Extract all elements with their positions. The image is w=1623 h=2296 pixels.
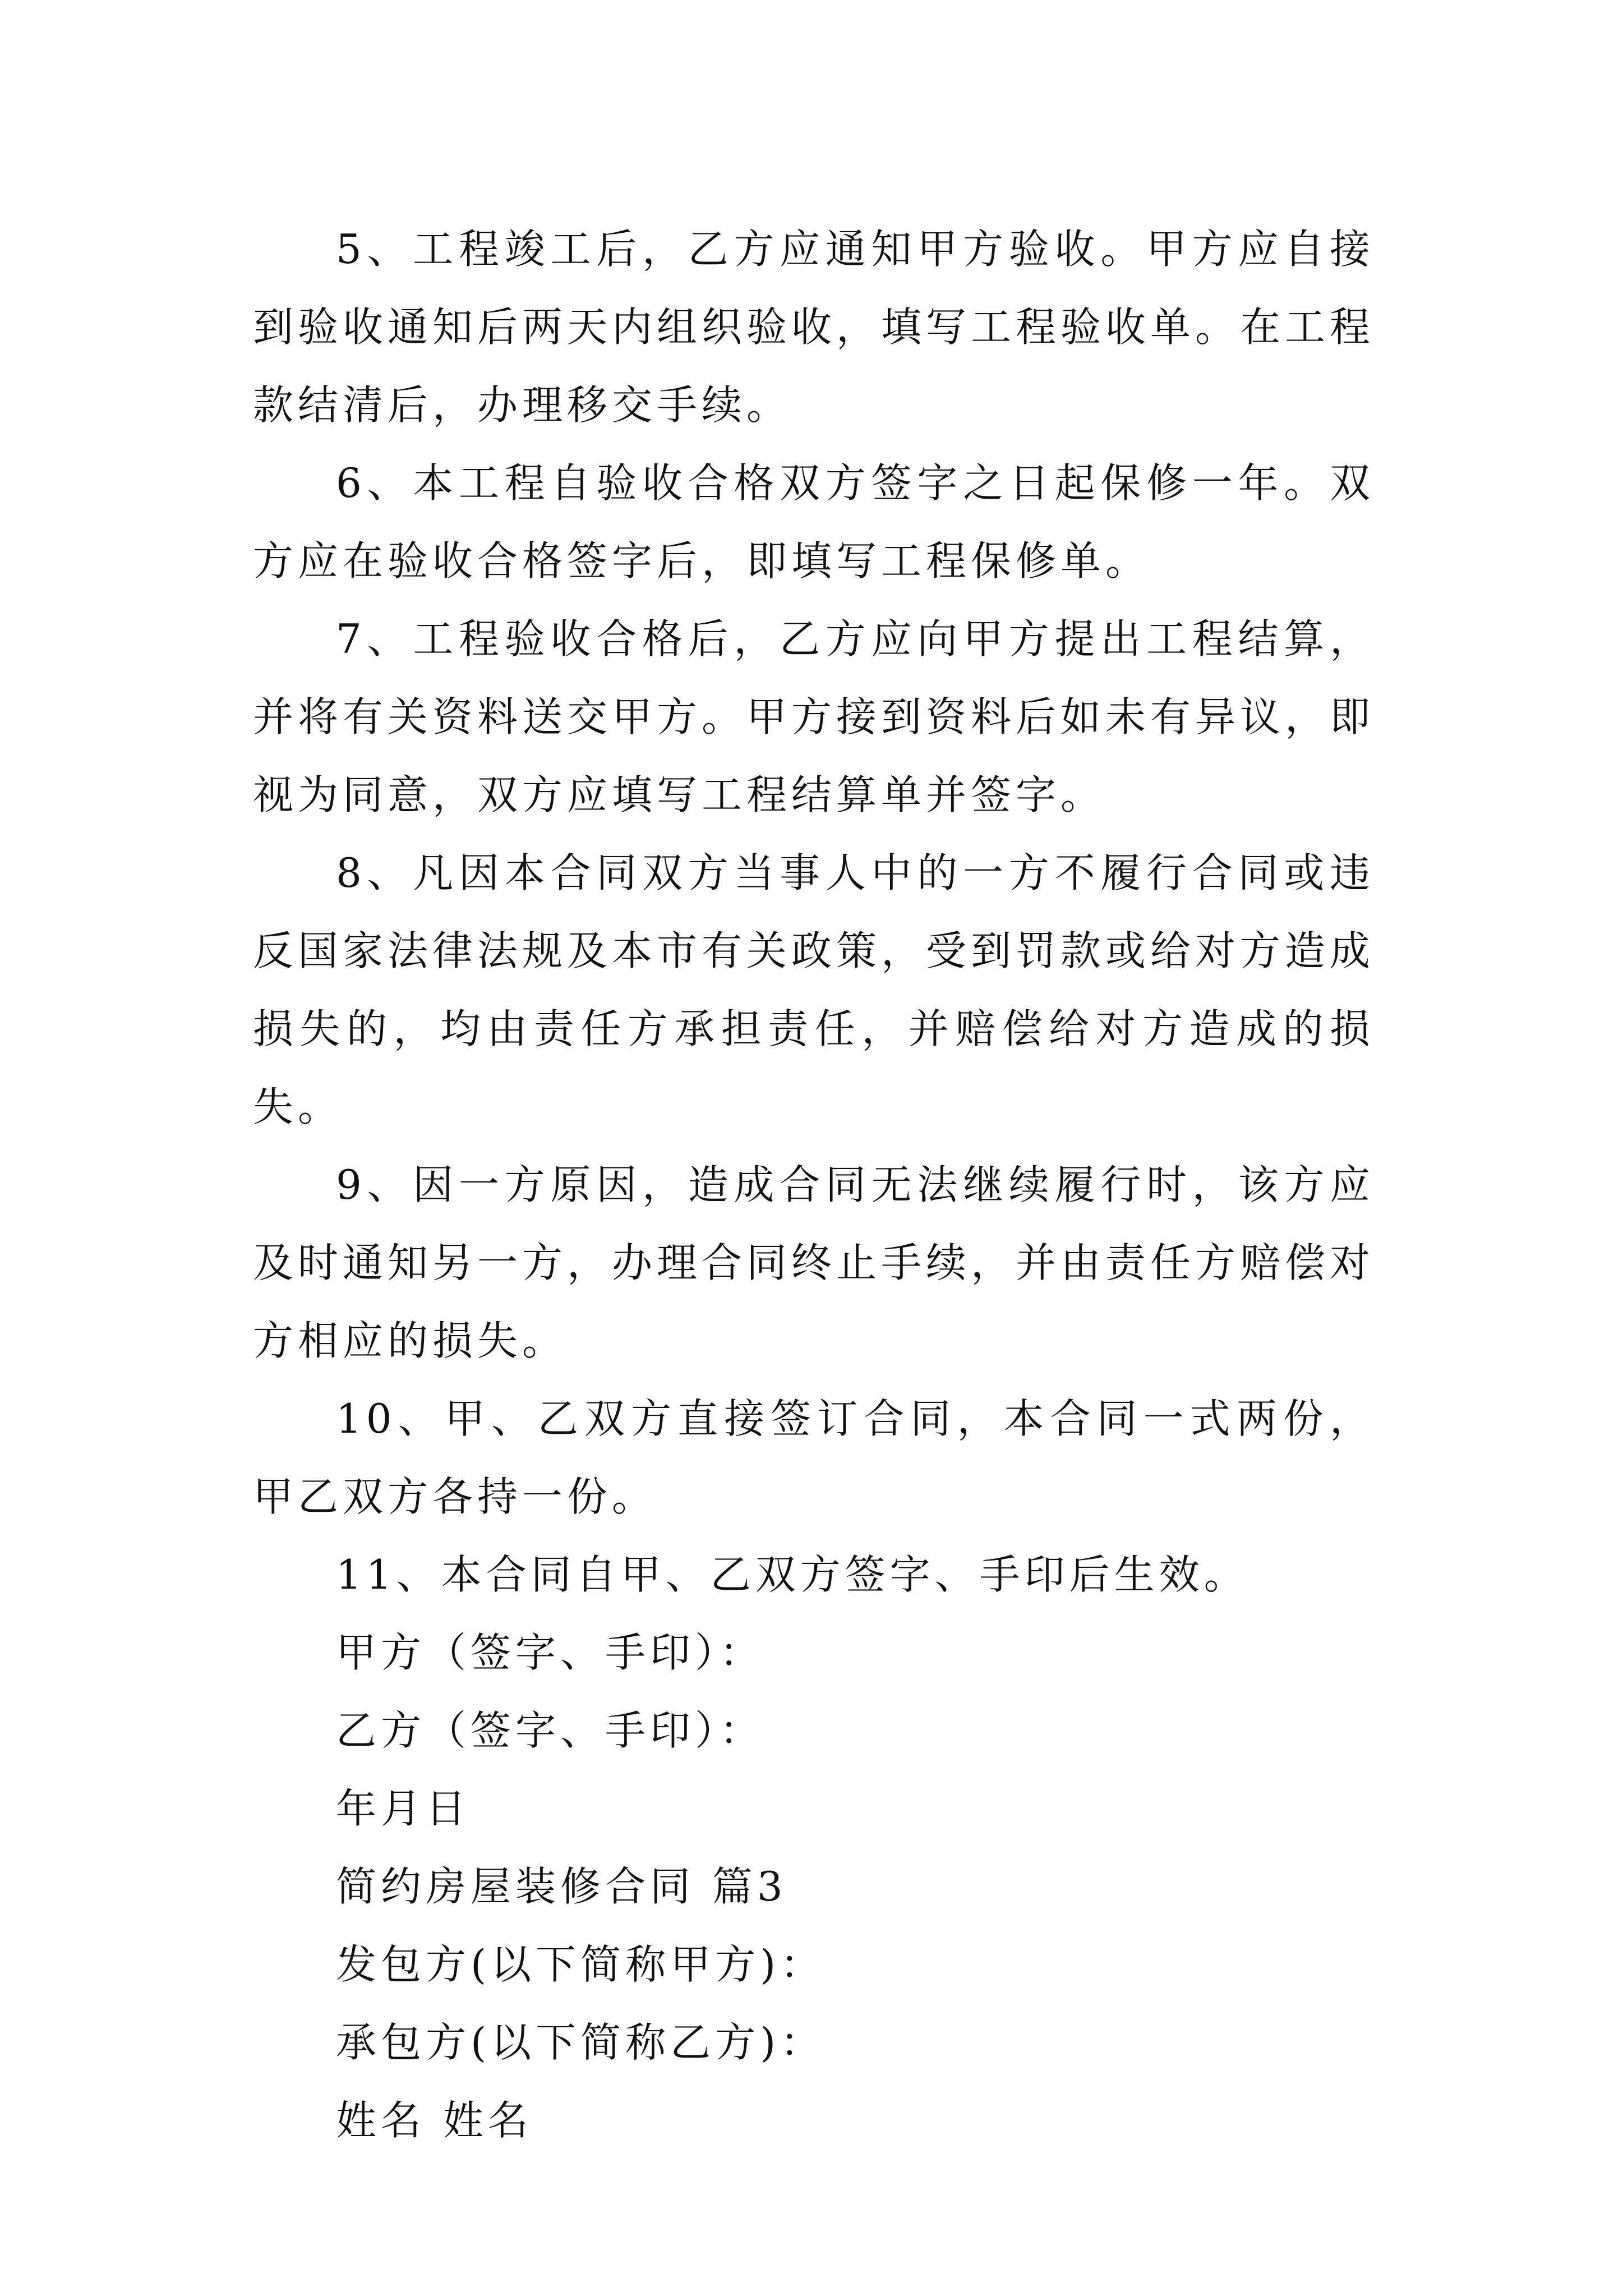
document-body — [253, 210, 1375, 2160]
clause-11: 11、本合同自甲、乙双方签字、手印后生效。 — [336, 1551, 1249, 1598]
employer-line: 发包方(以下简称甲方)： — [336, 1941, 826, 1988]
party-a-signature-line: 甲方（签字、手印）： — [336, 1629, 765, 1676]
party-b-signature-line: 乙方（签字、手印）： — [336, 1707, 765, 1754]
name-line: 姓名 姓名 — [336, 2097, 533, 2144]
section-title: 简约房屋装修合同 篇3 — [336, 1863, 787, 1910]
date-line: 年月日 — [336, 1785, 471, 1832]
clause-6: 6、本工程自验收合格双方签字之日起保修一年。双方应在验收合格签字后，即填写工程保修单。 — [253, 459, 1375, 585]
clause-5: 5、工程竣工后，乙方应通知甲方验收。甲方应自接到验收通知后两天内组织验收，填写工程验收单。在工程款结清后，办理移交手续。 — [253, 226, 1375, 429]
clause-9: 9、因一方原因，造成合同无法继续履行时，该方应及时通知另一方，办理合同终止手续，并由责任方赔偿对方相应的损失。 — [253, 1161, 1375, 1364]
contractor-line: 承包方(以下简称乙方)： — [336, 2019, 826, 2066]
clause-10: 10、甲、乙双方直接签订合同，本合同一式两份，甲乙双方各持一份。 — [253, 1395, 1375, 1520]
clause-8: 8、凡因本合同双方当事人中的一方不履行合同或违反国家法律法规及本市有关政策，受到罚款或给对方造成损失的，均由责任方承担责任，并赔偿给对方造成的损失。 — [253, 849, 1375, 1130]
clause-7: 7、工程验收合格后，乙方应向甲方提出工程结算，并将有关资料送交甲方。甲方接到资料后如未有异议，即视为同意，双方应填写工程结算单并签字。 — [253, 615, 1375, 818]
